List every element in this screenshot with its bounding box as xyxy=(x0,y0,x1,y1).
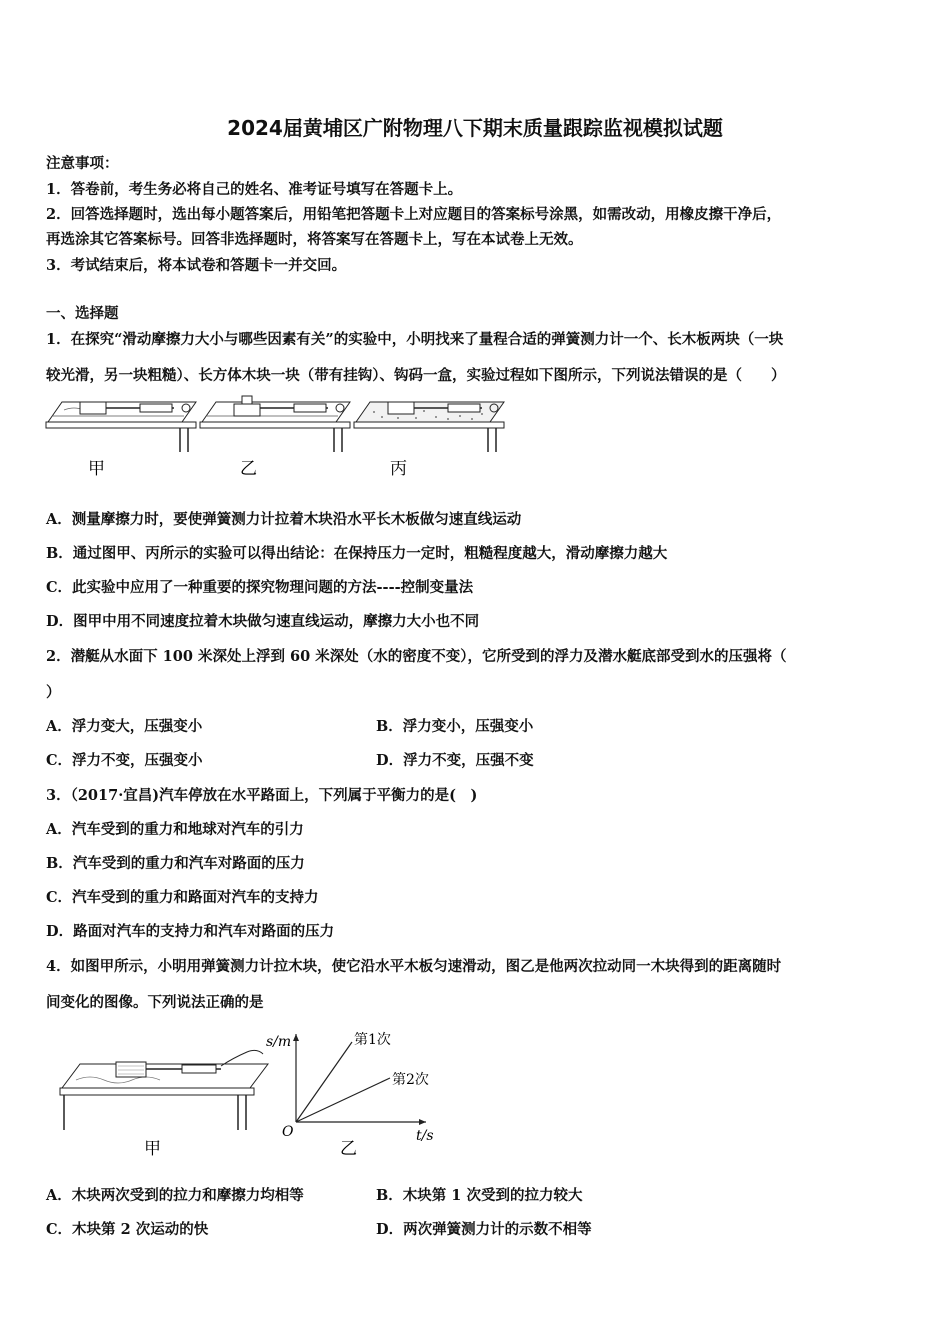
page-title: 2024届黄埔区广附物理八下期末质量跟踪监视模拟试题 xyxy=(227,116,723,140)
q2-option-c: C．浮力不变，压强变小 xyxy=(46,752,203,769)
q3-option-c: C．汽车受到的重力和路面对汽车的支持力 xyxy=(46,889,319,906)
q2-option-a: A．浮力变大，压强变小 xyxy=(46,718,203,735)
q3-option-b: B．汽车受到的重力和汽车对路面的压力 xyxy=(46,855,305,872)
q4-stem-line-2: 间变化的图像。下列说法正确的是 xyxy=(46,994,264,1011)
first-label: 第1次 xyxy=(354,1032,391,1048)
q1-option-d: D．图甲中用不同速度拉着木块做匀速直线运动，摩擦力大小也不同 xyxy=(46,613,480,630)
q2-option-d: D．浮力不变，压强不变 xyxy=(376,752,534,769)
q1-stem-line-1: 1．在探究“滑动摩擦力大小与哪些因素有关”的实验中，小明找来了量程合适的弹簧测力计一个、长木板两块（一块 xyxy=(46,331,784,348)
q2-option-b: B．浮力变小，压强变小 xyxy=(376,718,534,735)
q1-fig-label-bing: 丙 xyxy=(390,459,407,479)
q1-figure-jia xyxy=(46,402,196,452)
notice-heading: 注意事项： xyxy=(46,155,119,172)
section-heading: 一、选择题 xyxy=(46,305,119,322)
q2-stem-line-2: ） xyxy=(46,684,61,701)
q4-figure xyxy=(56,1022,456,1162)
q4-option-b: B．木块第 1 次受到的拉力较大 xyxy=(376,1187,583,1204)
q3-stem: 3．（2017·宜昌)汽车停放在水平路面上，下列属于平衡力的是( ) xyxy=(46,787,478,804)
line-second xyxy=(296,1078,390,1122)
second-label: 第2次 xyxy=(392,1072,429,1088)
q4-graph xyxy=(266,1032,434,1144)
q4-fig-label-yi: 乙 xyxy=(340,1139,357,1159)
q3-option-d: D．路面对汽车的支持力和汽车对路面的压力 xyxy=(46,923,335,940)
notice-item-2-cont: 再选涂其它答案标号。回答非选择题时，将答案写在答题卡上，写在本试卷上无效。 xyxy=(46,231,583,248)
q1-option-a: A．测量摩擦力时，要使弹簧测力计拉着木块沿水平长木板做匀速直线运动 xyxy=(46,511,522,528)
q1-option-b: B．通过图甲、丙所示的实验可以得出结论：在保持压力一定时，粗糙程度越大，滑动摩擦力越大 xyxy=(46,545,668,562)
q4-figure-jia xyxy=(60,1050,268,1130)
q1-figure-bing xyxy=(354,402,504,452)
q4-option-d: D．两次弹簧测力计的示数不相等 xyxy=(376,1221,592,1238)
q1-experiment-figure xyxy=(44,392,514,488)
notice-item-1: 1．答卷前，考生务必将自己的姓名、准考证号填写在答题卡上。 xyxy=(46,181,463,198)
q4-stem-line-1: 4．如图甲所示，小明用弹簧测力计拉木块，使它沿水平木板匀速滑动，图乙是他两次拉动同一木块得到的距离随时 xyxy=(46,958,782,975)
q1-fig-label-jia: 甲 xyxy=(88,459,105,479)
line-first xyxy=(296,1042,352,1122)
q1-option-c: C．此实验中应用了一种重要的探究物理问题的方法----控制变量法 xyxy=(46,579,474,596)
q4-option-a: A．木块两次受到的拉力和摩擦力均相等 xyxy=(46,1187,304,1204)
q2-stem-line-1: 2．潜艇从水面下 100 米深处上浮到 60 米深处（水的密度不变），它所受到的浮力及潜水艇底部受到水的压强将（ xyxy=(46,648,787,665)
x-axis-label: t/s xyxy=(416,1128,434,1144)
q3-option-a: A．汽车受到的重力和地球对汽车的引力 xyxy=(46,821,304,838)
q4-option-c: C．木块第 2 次运动的快 xyxy=(46,1221,209,1238)
y-axis-label: s/m xyxy=(266,1034,292,1050)
q4-fig-label-jia: 甲 xyxy=(144,1139,161,1159)
notice-item-2: 2．回答选择题时，选出每小题答案后，用铅笔把答题卡上对应题目的答案标号涂黑，如需改动，用橡皮擦干净后， xyxy=(46,206,782,223)
origin-label: O xyxy=(282,1124,294,1140)
q1-stem-line-2: 较光滑，另一块粗糙）、长方体木块一块（带有挂钩）、钩码一盒，实验过程如下图所示，下列说法错误的是（ ） xyxy=(46,367,786,384)
q1-fig-label-yi: 乙 xyxy=(240,459,257,479)
notice-item-3: 3．考试结束后，将本试卷和答题卡一并交回。 xyxy=(46,257,347,274)
q1-figure-yi xyxy=(200,396,350,452)
